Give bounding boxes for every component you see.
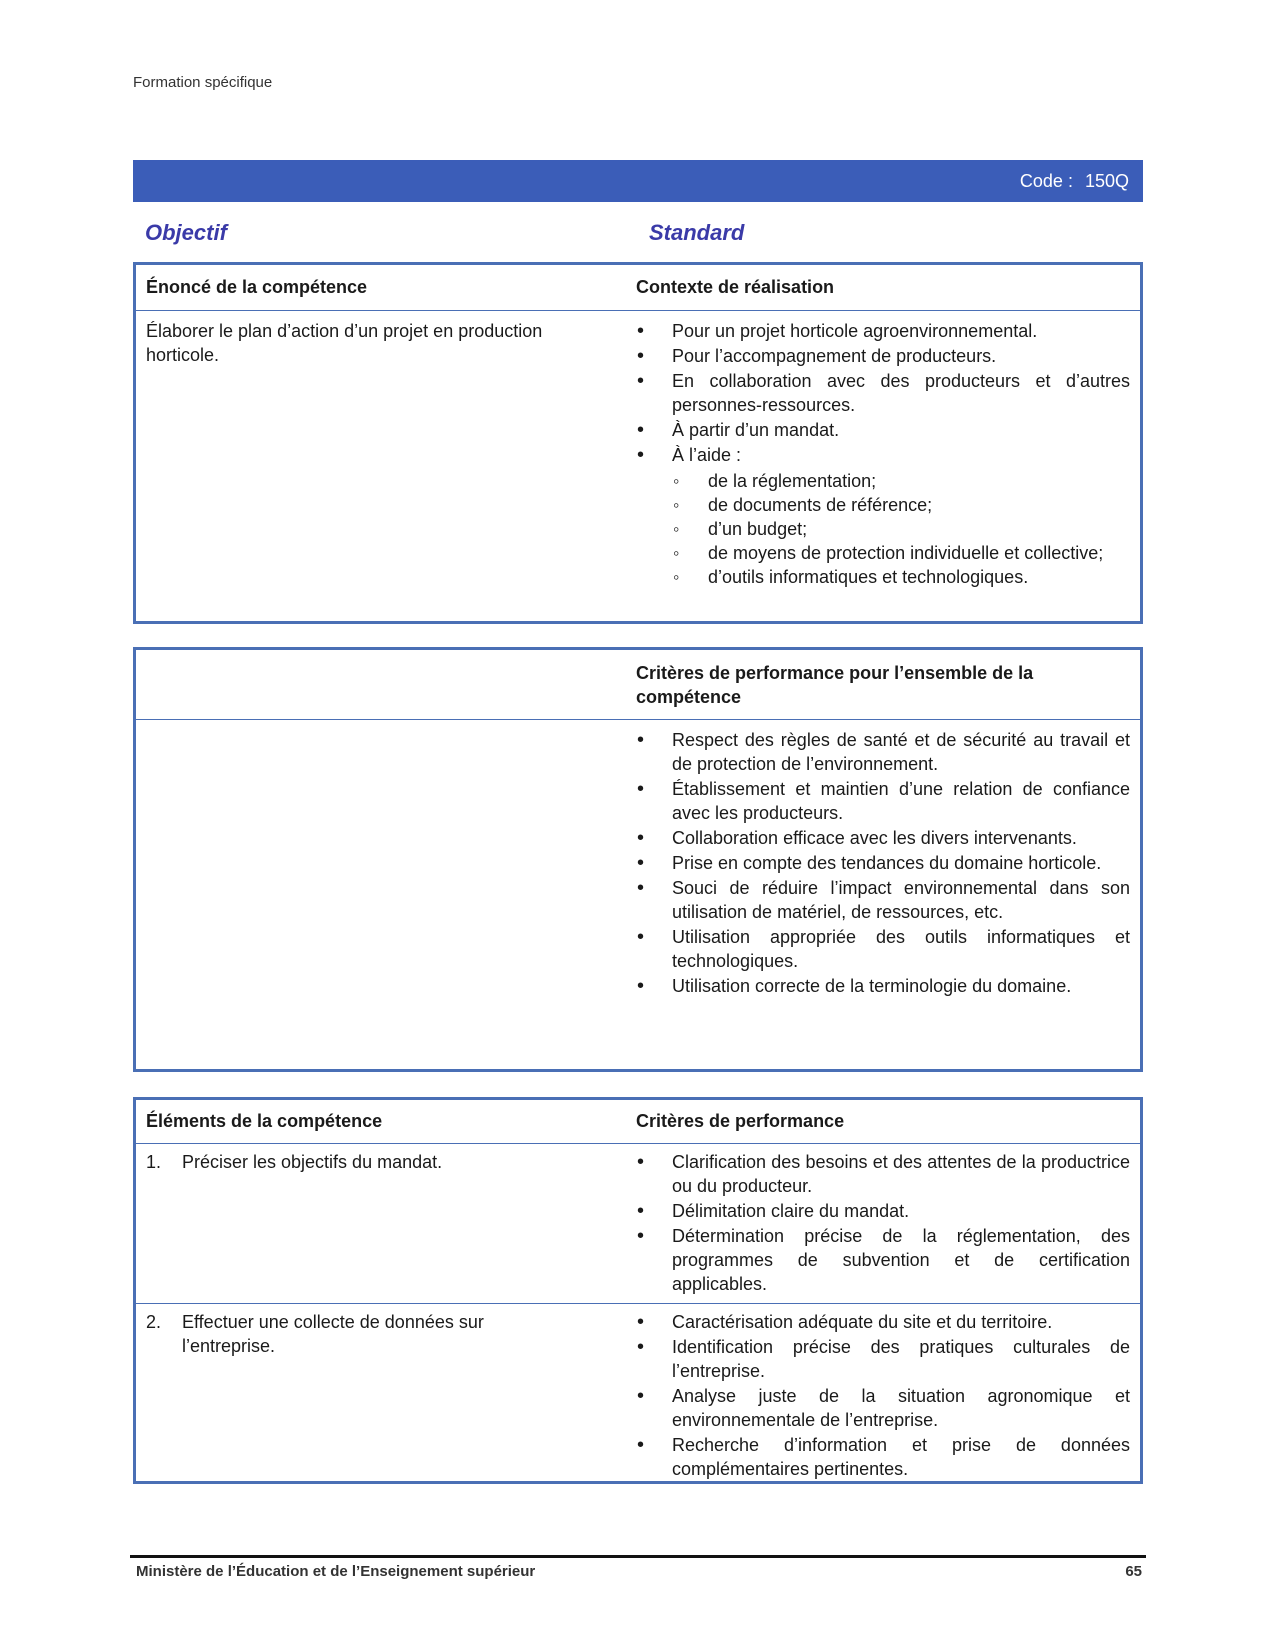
list-item: • Pour l’accompagnement de producteurs. xyxy=(636,344,1130,368)
overall-criteria-table xyxy=(133,647,1143,1072)
list-item: • En collaboration avec des producteurs et d’autres personnes-ressources. xyxy=(636,369,1130,417)
elements-criteria-table xyxy=(133,1097,1143,1484)
empty-cell xyxy=(136,728,636,999)
list-item: • Souci de réduire l’impact environnemental dans son utilisation de matériel, de ressources, etc. xyxy=(636,876,1130,924)
list-item: • Analyse juste de la situation agronomique et environnementale de l’entreprise. xyxy=(636,1384,1130,1432)
criteria-list-cell xyxy=(636,1310,1140,1482)
table-row xyxy=(136,311,1140,590)
list-item: • Recherche d’information et prise de données complémentaires pertinentes. xyxy=(636,1433,1130,1481)
overall-criteria-header: Critères de performance pour l’ensemble de la compétence xyxy=(636,662,1034,707)
list-item: • Caractérisation adéquate du site et du territoire. xyxy=(636,1310,1130,1334)
criteria-list xyxy=(636,1310,1130,1481)
context-header: Contexte de réalisation xyxy=(636,277,835,297)
list-item xyxy=(636,443,1130,589)
standard-heading: Standard xyxy=(649,220,745,245)
sub-list-item: ◦ de la réglementation; xyxy=(672,469,1130,493)
code-value: 150Q xyxy=(1084,170,1129,191)
criteria-list xyxy=(636,1150,1130,1296)
code-label: Code : xyxy=(1019,170,1073,191)
list-item: • Collaboration efficace avec les divers intervenants. xyxy=(636,826,1130,850)
element-number: 1. xyxy=(146,1152,162,1172)
element-item xyxy=(146,1310,556,1358)
sub-list-item: ◦ de moyens de protection individuelle et collective; xyxy=(672,541,1130,565)
running-header-title: Formation spécifique xyxy=(133,74,273,91)
context-list xyxy=(636,319,1130,589)
competency-context-table xyxy=(133,262,1143,624)
criteria-list-cell xyxy=(636,1150,1140,1297)
table-row xyxy=(136,1303,1140,1488)
competency-statement-header: Énoncé de la compétence xyxy=(146,277,368,297)
criteria-list-cell xyxy=(636,728,1140,999)
list-item: • Prise en compte des tendances du domaine horticole. xyxy=(636,851,1130,875)
table-row xyxy=(136,1144,1140,1303)
table-row xyxy=(136,720,1140,999)
code-banner xyxy=(133,160,1143,202)
list-item: • Établissement et maintien d’une relation de confiance avec les producteurs. xyxy=(636,777,1130,825)
sub-list-item: ◦ d’outils informatiques et technologiques. xyxy=(672,565,1130,589)
list-item: • Utilisation appropriée des outils informatiques et technologiques. xyxy=(636,925,1130,973)
sub-list xyxy=(672,469,1130,589)
footer-ministry: Ministère de l’Éducation et de l’Enseignement supérieur xyxy=(136,1563,536,1580)
element-item xyxy=(146,1150,586,1174)
list-item: • Détermination précise de la réglementation, des programmes de subvention et de certification applicables. xyxy=(636,1224,1130,1296)
context-list-cell xyxy=(636,319,1140,590)
overall-criteria-list xyxy=(636,728,1130,998)
list-item: • Clarification des besoins et des attentes de la productrice ou du producteur. xyxy=(636,1150,1130,1198)
list-item-label: À l’aide : xyxy=(672,445,742,465)
sub-list-item: ◦ de documents de référence; xyxy=(672,493,1130,517)
criteria-header: Critères de performance xyxy=(636,1111,845,1131)
list-item: • Respect des règles de santé et de sécurité au travail et de protection de l’environnement. xyxy=(636,728,1130,776)
table-header xyxy=(136,265,1140,311)
element-number: 2. xyxy=(146,1312,162,1332)
list-item: • Délimitation claire du mandat. xyxy=(636,1199,1130,1223)
element-text: Préciser les objectifs du mandat. xyxy=(182,1152,443,1172)
list-item: • Identification précise des pratiques culturales de l’entreprise. xyxy=(636,1335,1130,1383)
competency-statement: Élaborer le plan d’action d’un projet en production horticole. xyxy=(146,321,543,365)
list-item: • Utilisation correcte de la terminologie du domaine. xyxy=(636,974,1130,998)
table-header xyxy=(136,1100,1140,1144)
element-cell xyxy=(136,1310,636,1482)
list-item: • À partir d’un mandat. xyxy=(636,418,1130,442)
list-item: • Pour un projet horticole agroenvironnemental. xyxy=(636,319,1130,343)
sub-list-item: ◦ d’un budget; xyxy=(672,517,1130,541)
elements-header: Éléments de la compétence xyxy=(146,1111,383,1131)
element-text: Effectuer une collecte de données sur l’entreprise. xyxy=(182,1312,484,1356)
element-cell xyxy=(136,1150,636,1297)
page-number: 65 xyxy=(1125,1563,1142,1580)
table-header xyxy=(136,650,1140,720)
footer-rule xyxy=(130,1555,1146,1558)
objective-heading: Objectif xyxy=(145,220,227,245)
